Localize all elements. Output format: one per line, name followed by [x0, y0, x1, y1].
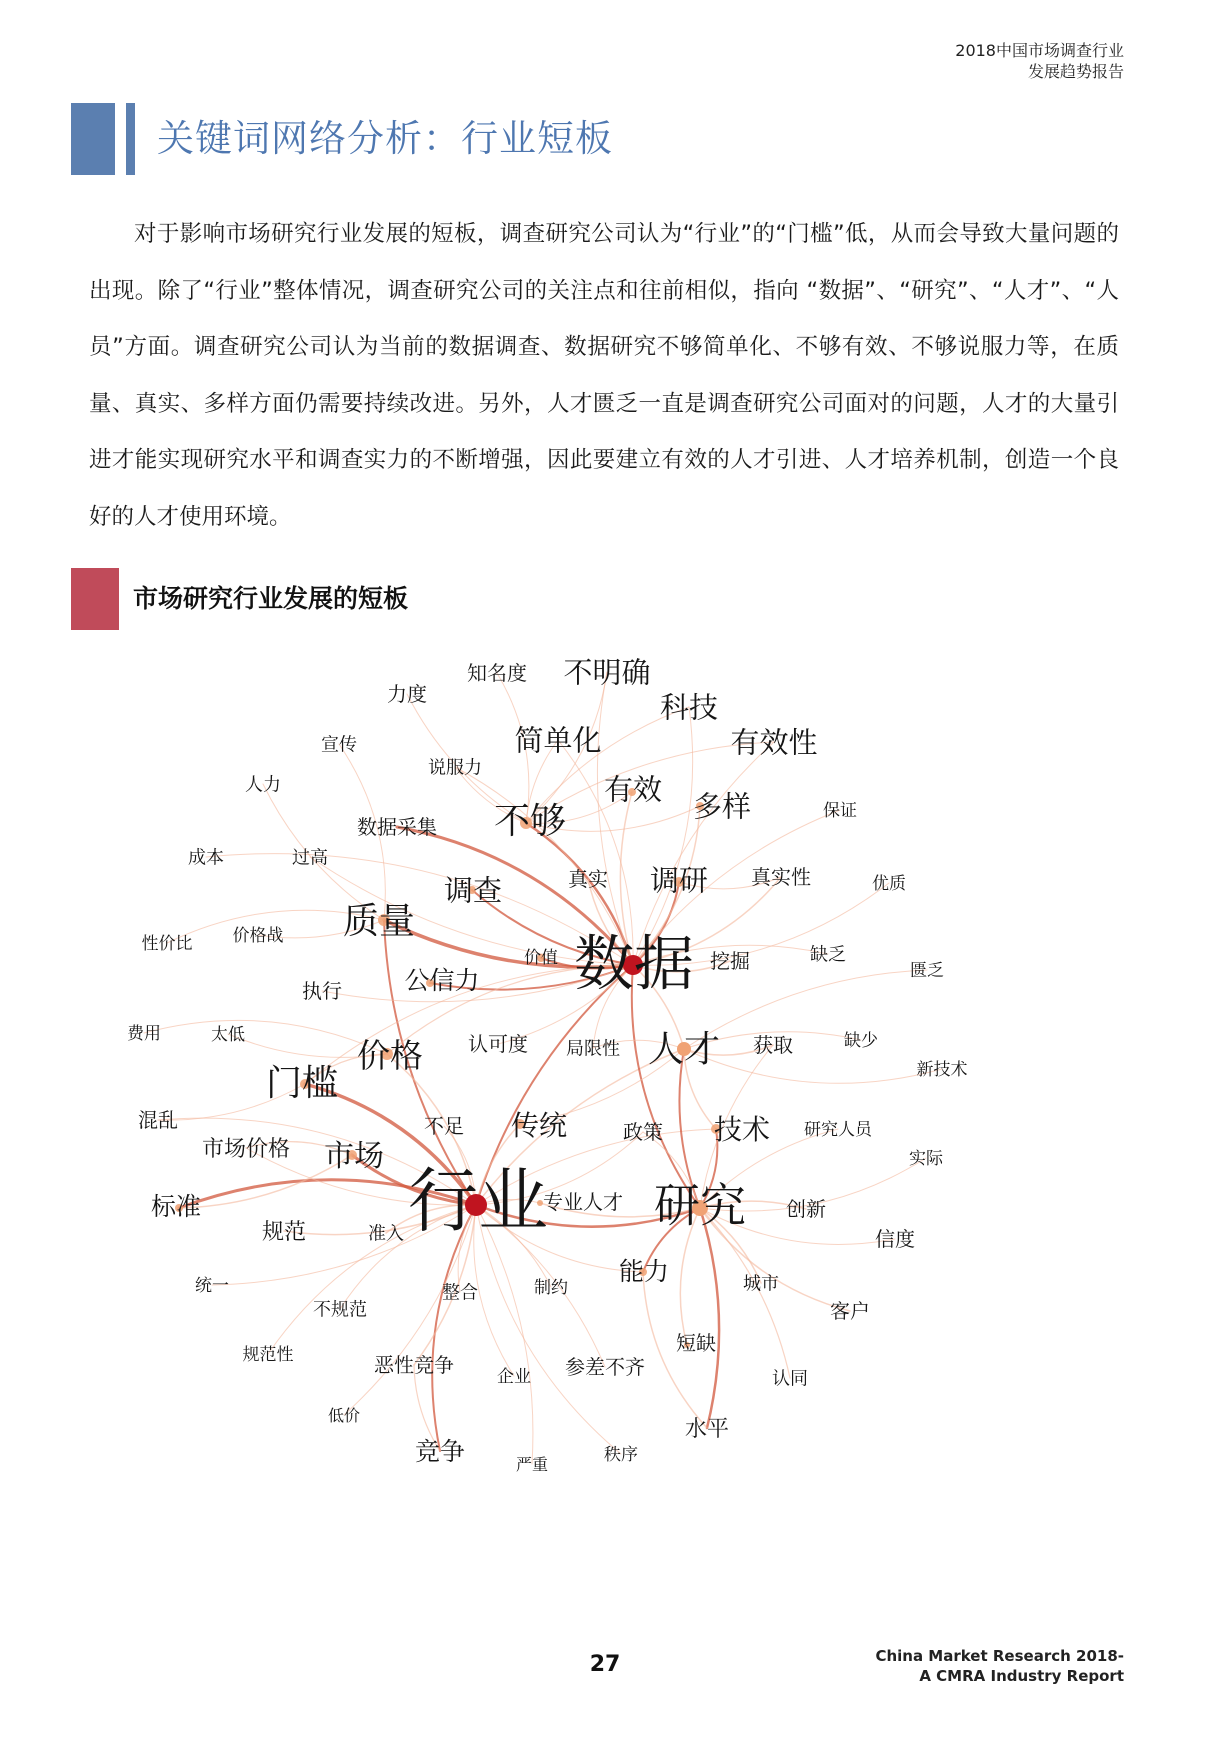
node-label: 有效性 [730, 725, 818, 760]
node-label: 简单化 [514, 723, 602, 758]
network-edge-数据-研究 [632, 965, 700, 1208]
node-label: 竞争 [414, 1437, 466, 1466]
title-accent-stripe [126, 103, 135, 175]
node-label: 人力 [245, 774, 281, 796]
title-accent-bar [71, 103, 115, 175]
report-title-line-2: 发展趋势报告 [1027, 62, 1124, 81]
node-label: 秩序 [604, 1445, 638, 1466]
network-node-labels [127, 655, 968, 1473]
keyword-network-diagram [0, 655, 1208, 1615]
node-label: 价格 [357, 1035, 423, 1075]
node-label: 客户 [830, 1299, 870, 1324]
node-label: 参差不齐 [565, 1355, 645, 1380]
report-title-line-1: 2018中国市场调查行业 [955, 41, 1124, 60]
node-label: 成本 [188, 847, 224, 869]
node-label: 宣传 [321, 734, 357, 756]
network-edge-人才-匮乏 [684, 970, 927, 1052]
node-label: 实际 [909, 1149, 943, 1170]
node-label: 费用 [127, 1024, 161, 1045]
node-label: 信度 [875, 1227, 915, 1252]
node-label: 统一 [195, 1276, 229, 1297]
node-label: 不明确 [563, 655, 651, 690]
node-label: 研究 [654, 1178, 746, 1233]
node-label: 保证 [823, 801, 857, 822]
node-label: 技术 [713, 1113, 771, 1147]
node-label: 执行 [302, 979, 342, 1004]
node-label: 市场 [324, 1138, 384, 1174]
node-label: 匮乏 [910, 961, 944, 982]
node-label: 不足 [424, 1114, 464, 1139]
node-label: 过高 [292, 847, 328, 869]
node-label: 短缺 [676, 1331, 716, 1356]
node-label: 有效 [603, 772, 663, 807]
node-label: 水平 [684, 1416, 730, 1442]
network-edge-行业-秩序 [476, 1205, 621, 1454]
node-label: 门槛 [265, 1062, 339, 1104]
node-label: 优质 [872, 874, 906, 895]
node-label: 知名度 [467, 661, 527, 686]
footer-credit-line-2: A CMRA Industry Report [919, 1667, 1124, 1685]
node-label: 严重 [515, 1454, 549, 1474]
node-label: 缺乏 [810, 944, 846, 966]
node-label: 研究人员 [804, 1120, 872, 1141]
node-label: 性价比 [141, 934, 193, 955]
node-label: 多样 [692, 789, 752, 824]
node-label: 数据采集 [357, 815, 437, 840]
node-label: 调查 [443, 873, 503, 908]
node-label: 创新 [786, 1197, 826, 1222]
node-label: 说服力 [428, 757, 482, 779]
keyword-network-svg [0, 655, 1208, 1615]
node-label: 缺少 [844, 1031, 878, 1052]
node-label: 真实 [568, 867, 608, 892]
node-label: 数据 [574, 929, 694, 1000]
node-label: 恶性竞争 [374, 1353, 454, 1378]
node-label: 公信力 [404, 966, 480, 995]
node-label: 调研 [649, 863, 709, 898]
node-label: 价值 [524, 948, 558, 969]
node-label: 行业 [408, 1160, 548, 1243]
node-label: 市场价格 [201, 1136, 291, 1162]
node-label: 挖掘 [710, 949, 750, 974]
node-label: 混乱 [138, 1108, 178, 1133]
page-title: 关键词网络分析：行业短板 [157, 117, 613, 160]
network-edge-人才-新技术 [684, 1049, 942, 1083]
node-label: 制约 [534, 1278, 568, 1299]
network-edge-价格-费用 [144, 1020, 387, 1054]
node-label: 获取 [753, 1033, 793, 1058]
footer-credit-line-1: China Market Research 2018- [875, 1647, 1124, 1665]
node-label: 价格战 [232, 926, 284, 947]
section-title: 市场研究行业发展的短板 [133, 584, 409, 613]
node-label: 太低 [211, 1025, 245, 1046]
node-label: 城市 [743, 1273, 779, 1295]
intro-paragraph: 对于影响市场研究行业发展的短板，调查研究公司认为“行业”的“门槛”低，从而会导致大量问题的出现。除了“行业”整体情况，调查研究公司的关注点和往前相似，指向 “数据”、“研究”、“人才”、“人员”方面。调查研究公司认为当前的数据调查、数据研究不够简单化、不够有效、不够说服力等，在质量、真实、多样方面仍需要持续改进。另外，人才匮乏一直是调查研究公司面对的问题，人才的大量引进才能实现研究水平和调查实力的不断增强，因此要建立有效的人才引进、人才培养机制，创造一个良好的人才使用环境。 [89, 221, 1119, 530]
node-label: 标准 [150, 1192, 202, 1221]
node-label: 低价 [327, 1405, 361, 1425]
node-label: 能力 [618, 1257, 670, 1286]
node-label: 政策 [623, 1120, 663, 1145]
running-header [955, 40, 1124, 82]
node-label: 真实性 [751, 865, 811, 890]
footer-credit [875, 1646, 1124, 1686]
node-label: 规范 [261, 1219, 307, 1245]
node-label: 局限性 [566, 1038, 620, 1060]
node-label: 整合 [442, 1282, 478, 1304]
network-edge-研究-水平 [700, 1208, 719, 1428]
page-number: 27 [589, 1652, 621, 1677]
node-label: 认同 [772, 1368, 808, 1390]
node-label: 新技术 [916, 1060, 968, 1081]
node-label: 传统 [510, 1109, 568, 1143]
node-label: 质量 [342, 900, 416, 942]
node-label: 专业人才 [543, 1190, 623, 1215]
node-label: 企业 [497, 1367, 531, 1388]
node-label: 力度 [387, 682, 427, 707]
node-label: 准入 [368, 1223, 404, 1245]
node-label: 科技 [659, 690, 719, 725]
node-label: 不规范 [313, 1299, 367, 1321]
node-label: 认可度 [468, 1032, 528, 1057]
section-accent-bar [71, 568, 119, 630]
node-label: 规范性 [242, 1345, 294, 1366]
node-label: 不够 [493, 800, 567, 842]
node-label: 人才 [647, 1028, 721, 1070]
